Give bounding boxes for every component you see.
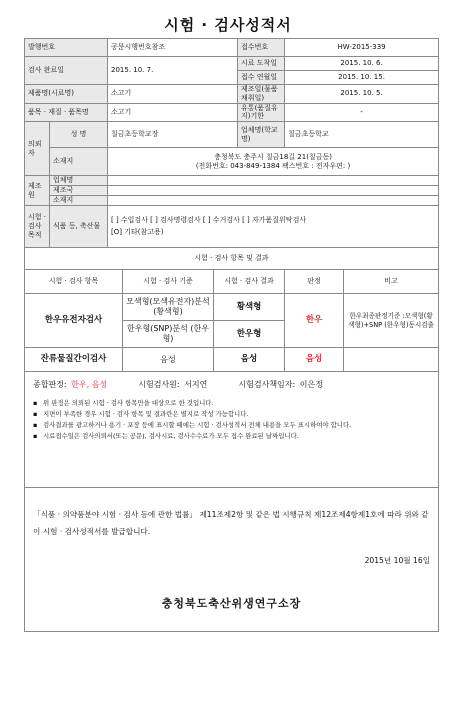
client-addr-value bbox=[108, 148, 439, 176]
row-results-section bbox=[25, 248, 439, 270]
results-section-title: 시험 · 검사 항목 및 결과 bbox=[25, 248, 439, 270]
dna-standard-1: 모색형(모색유전자)분석 (황색형) bbox=[123, 294, 214, 321]
note-item: ▪ 지면이 부족한 경우 시험 · 검사 항목 및 결과란은 별지로 작성 가능합니다. bbox=[33, 409, 430, 420]
maker-group-label: 제조원 bbox=[25, 176, 50, 206]
client-company-label: 업체명(학교명) bbox=[238, 122, 285, 148]
client-name-label: 성 명 bbox=[50, 122, 108, 148]
maker-company-value bbox=[108, 176, 439, 186]
row-product bbox=[25, 85, 439, 104]
received-label: 접수 연월일 bbox=[238, 71, 285, 85]
examiner-label: 시험검사원: bbox=[138, 380, 180, 389]
maker-addr-label: 소재지 bbox=[50, 196, 108, 206]
expiry-value: - bbox=[285, 103, 439, 122]
client-group-label: 의뢰자 bbox=[25, 122, 50, 176]
purpose-options-line1: [ ] 수입검사 [ ] 검사명령검사 [ ] 수거검사 [ ] 자가품질위탁검사 bbox=[111, 216, 307, 225]
note-item: ▪ 위 판정은 의뢰된 시험 · 검사 항목만을 대상으로 한 것입니다. bbox=[33, 398, 430, 409]
arrival-value: 2015. 10. 6. bbox=[285, 57, 439, 71]
type-value: 소고기 bbox=[108, 103, 238, 122]
completed-label: 검사 완료일 bbox=[25, 57, 108, 85]
residue-judgement: 음성 bbox=[285, 348, 344, 372]
note-item: ▪ 검사결과를 광고하거나 용기 · 포장 등에 표시할 때에는 시험 · 검사성적서 전체 내용을 모두 표시하여야 합니다. bbox=[33, 420, 430, 431]
overall-judgement-label: 종합판정: bbox=[33, 380, 67, 389]
product-label: 제품명(시료명) bbox=[25, 85, 108, 104]
dna-result-1: 황색형 bbox=[214, 294, 285, 321]
notes-list bbox=[33, 398, 430, 442]
summary-cell bbox=[25, 372, 439, 488]
dna-note: 한우최종판정기준 :모색형(황색형)+SNP (한우형)동시검출 bbox=[344, 294, 439, 348]
manager-name: 이은정 bbox=[299, 380, 323, 389]
maker-country-label: 제조국 bbox=[50, 186, 108, 196]
examiner-name: 서지연 bbox=[184, 380, 208, 389]
product-value: 소고기 bbox=[108, 85, 238, 104]
row-client-name bbox=[25, 122, 439, 148]
manager-label: 시험검사책임자: bbox=[238, 380, 296, 389]
row-type bbox=[25, 103, 439, 122]
issue-no-label: 발행번호 bbox=[25, 39, 108, 57]
expiry-label: 유통(품질유지)기한 bbox=[238, 103, 285, 122]
note-item: ▪ 시료접수일은 검사의뢰서(또는 공문), 검사시료, 검사수수료가 모두 접수 완료된 날짜입니다. bbox=[33, 431, 430, 442]
dna-test-item: 한우유전자검사 bbox=[25, 294, 123, 348]
row-arrival bbox=[25, 57, 439, 71]
mfg-value: 2015. 10. 5. bbox=[285, 85, 439, 104]
type-label: 품목 · 재질 · 품목명 bbox=[25, 103, 108, 122]
row-maker-address bbox=[25, 196, 439, 206]
maker-addr-value bbox=[108, 196, 439, 206]
row-purpose bbox=[25, 206, 439, 248]
received-value: 2015. 10. 15. bbox=[285, 71, 439, 85]
results-header-judgement: 판정 bbox=[285, 270, 344, 294]
maker-company-label: 업체명 bbox=[50, 176, 108, 186]
residue-result: 음성 bbox=[214, 348, 285, 372]
client-addr-label: 소재지 bbox=[50, 148, 108, 176]
purpose-options bbox=[108, 206, 439, 248]
results-header-item: 시험 · 검사 항목 bbox=[25, 270, 123, 294]
issue-no-value: 공문시행번호참조 bbox=[108, 39, 238, 57]
issue-date: 2015년 10월 16일 bbox=[364, 556, 431, 565]
results-dna-row-1 bbox=[25, 294, 439, 321]
purpose-options-line2: [O] 기타(참고용) bbox=[111, 228, 164, 236]
summary-judgement-line bbox=[33, 380, 430, 390]
document-title: 시험 · 검사성적서 bbox=[164, 16, 292, 34]
purpose-sub-label: 식품 등, 축산물 bbox=[50, 206, 108, 248]
results-header-standard: 시험 · 검사 기준 bbox=[123, 270, 214, 294]
receipt-no-label: 접수번호 bbox=[238, 39, 285, 57]
purpose-label: 시험 · 검사 목적 bbox=[25, 206, 50, 248]
residue-standard: 음성 bbox=[123, 348, 214, 372]
dna-standard-2: 한우형(SNP)분석 (한우형) bbox=[123, 321, 214, 348]
client-addr-line2: (전화번호: 043-849-1384 팩스번호 : 전자우편: ) bbox=[195, 161, 351, 170]
row-issue-no bbox=[25, 39, 439, 57]
receipt-no-value: HW-2015-339 bbox=[285, 39, 439, 57]
residue-note bbox=[344, 348, 439, 372]
results-header-row bbox=[25, 270, 439, 294]
maker-country-value bbox=[108, 186, 439, 196]
results-header-result: 시험 · 검사 결과 bbox=[214, 270, 285, 294]
dna-judgement: 한우 bbox=[285, 294, 344, 348]
summary-block bbox=[25, 372, 438, 442]
row-summary bbox=[25, 372, 439, 488]
issuer-name: 충청북도축산위생연구소장 bbox=[161, 597, 302, 610]
client-company-value: 칠금초등학교 bbox=[285, 122, 439, 148]
mfg-label: 제조일(물품채취일) bbox=[238, 85, 285, 104]
closing-block bbox=[25, 488, 438, 612]
row-client-address bbox=[25, 148, 439, 176]
row-closing bbox=[25, 488, 439, 632]
results-header-note: 비고 bbox=[344, 270, 439, 294]
certificate-form bbox=[24, 38, 439, 632]
closing-statement: 「식품 · 의약품분야 시험 · 검사 등에 관한 법률」 제11조제2항 및 같은 법 시행규칙 제12조제4항제1호에 따라 위와 같이 시험 · 검사성적서를 발급합니다. bbox=[33, 510, 429, 536]
arrival-label: 시료 도착일 bbox=[238, 57, 285, 71]
closing-cell bbox=[25, 488, 439, 632]
overall-judgement-value: 한우, 음성 bbox=[71, 380, 108, 389]
results-residue-row bbox=[25, 348, 439, 372]
residue-test-item: 잔류물질간이검사 bbox=[25, 348, 123, 372]
client-name-value: 칠금초등학교장 bbox=[108, 122, 238, 148]
completed-value: 2015. 10. 7. bbox=[108, 57, 238, 85]
client-addr-line1: 충청북도 충주시 칠금18길 21(칠금동) bbox=[214, 152, 332, 161]
row-maker-company bbox=[25, 176, 439, 186]
row-maker-country bbox=[25, 186, 439, 196]
dna-result-2: 한우형 bbox=[214, 321, 285, 348]
